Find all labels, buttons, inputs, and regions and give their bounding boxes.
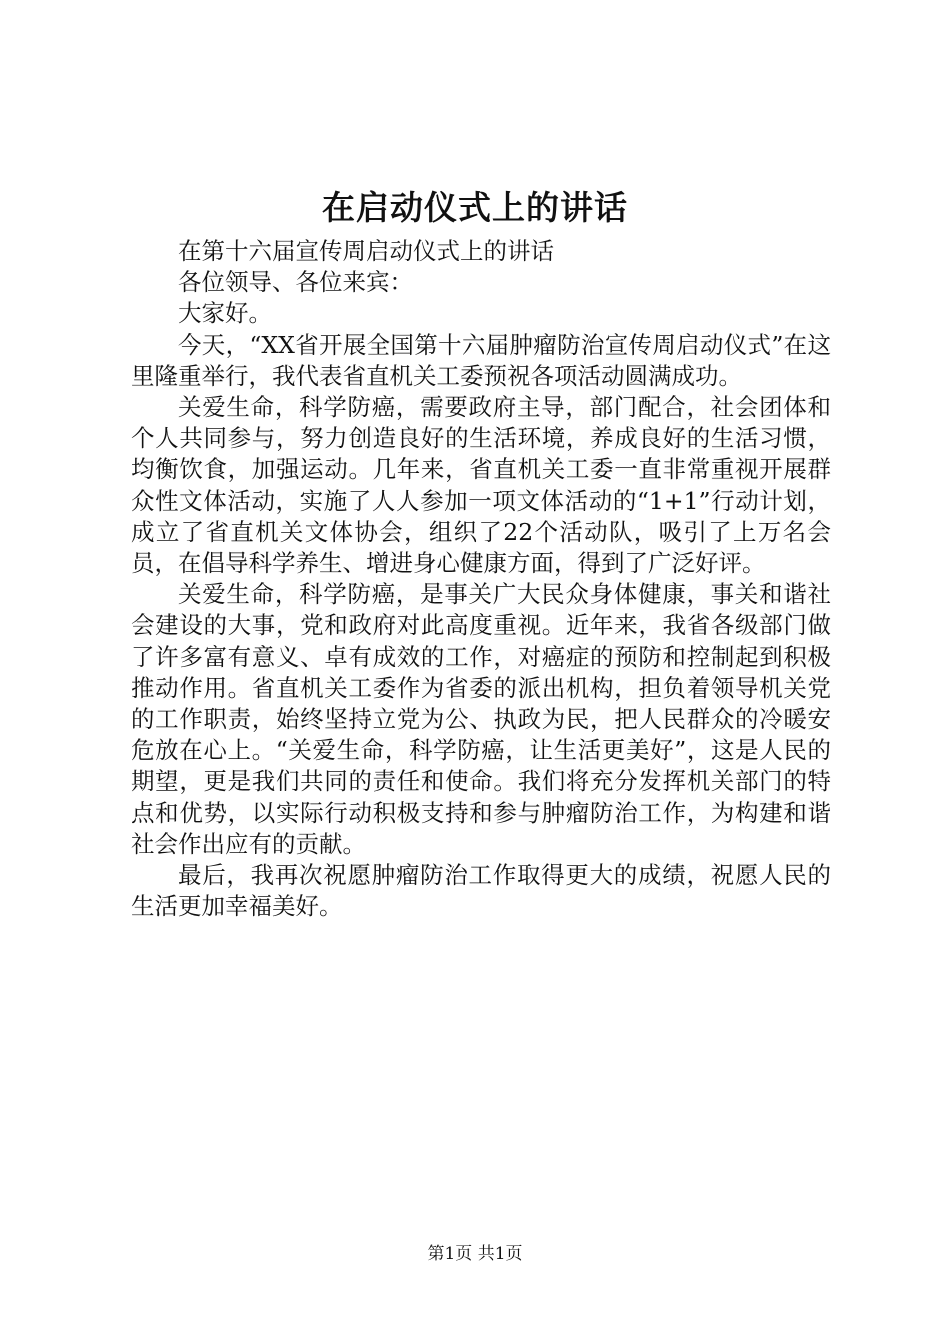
paragraph-salutation: 各位领导、各位来宾： (178, 268, 413, 297)
page-number: 第1页 共1页 (427, 1244, 523, 1264)
paragraph-subtitle: 在第十六届宣传周启动仪式上的讲话 (178, 237, 554, 265)
paragraph-opening: 今天，“XX省开展全国第十六届肿瘤防治宣传周启动仪式”在这里隆重举行，我代表省直机关工委预祝各项活动圆满成功。 (131, 330, 831, 390)
paragraph-closing: 最后，我再次祝愿肿瘤防治工作取得更大的成绩，祝愿人民的生活更加幸福美好。 (131, 861, 831, 921)
paragraph-body-1: 关爱生命，科学防癌，需要政府主导，部门配合，社会团体和个人共同参与，努力创造良好的生活环境，养成良好的生活习惯，均衡饮食，加强运动。几年来，省直机关工委一直非常重视开展群众性文体活动，实施了人人参加一项文体活动的“1+1”行动计划，成立了省直机关文体协会，组织了22个活动队，吸引了上万名会员，在倡导科学养生、增进身心健康方面，得到了广泛好评。 (131, 393, 831, 578)
paragraph-greeting: 大家好。 (178, 299, 272, 328)
document-body (131, 236, 831, 922)
paragraph-body-2: 关爱生命，科学防癌，是事关广大民众身体健康，事关和谐社会建设的大事，党和政府对此高度重视。近年来，我省各级部门做了许多富有意义、卓有成效的工作，对癌症的预防和控制起到积极推动作用。省直机关工委作为省委的派出机构，担负着领导机关党的工作职责，始终坚持立党为公、执政为民，把人民群众的冷暖安危放在心上。“关爱生命，科学防癌，让生活更美好”，这是人民的期望，更是我们共同的责任和使命。我们将充分发挥机关部门的特点和优势，以实际行动积极支持和参与肿瘤防治工作，为构建和谐社会作出应有的贡献。 (131, 580, 831, 858)
document-title: 在启动仪式上的讲话 (322, 188, 628, 227)
